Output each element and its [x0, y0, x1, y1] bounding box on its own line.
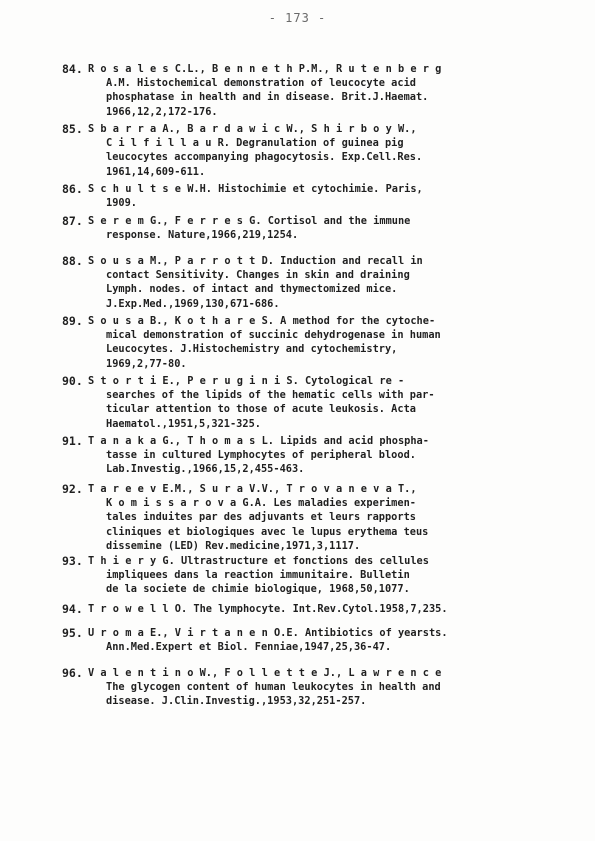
- reference-number: 93.: [62, 554, 83, 568]
- reference-number: 88.: [62, 254, 83, 268]
- reference-line: 1961,14,609-611.: [106, 165, 206, 178]
- reference-number: 92.: [62, 482, 83, 496]
- reference-number: 86.: [62, 182, 83, 196]
- reference-line: searches of the lipids of the hematic cells with par-: [106, 389, 435, 402]
- reference-line: A.M. Histochemical demonstration of leucocyte acid: [106, 77, 416, 90]
- reference-line: tasse in cultured Lymphocytes of peripheral blood.: [106, 449, 416, 462]
- reference-line: S e r e m G., F e r r e s G. Cortisol and the immune: [88, 215, 411, 227]
- reference-line: R o s a l e s C.L., B e n n e t h P.M., R u t e n b e r g: [88, 63, 442, 75]
- reference-number: 96.: [62, 666, 83, 680]
- reference-number: 91.: [62, 434, 83, 448]
- reference-line: Leucocytes. J.Histochemistry and cytochemistry,: [106, 343, 398, 356]
- reference-line: K o m i s s a r o v a G.A. Les maladies experimen-: [106, 497, 416, 510]
- reference-line: dissemine (LED) Rev.medicine,1971,3,1117.: [106, 539, 361, 552]
- page-number: - 173 -: [268, 11, 327, 25]
- reference-line: Lymph. nodes. of intact and thymectomized mice.: [106, 283, 398, 296]
- reference-number: 85.: [62, 122, 83, 136]
- reference-line: contact Sensitivity. Changes in skin and draining: [106, 269, 410, 282]
- reference-line: C i l f i l l a u R. Degranulation of guinea pig: [106, 137, 404, 150]
- reference-line: S c h u l t s e W.H. Histochimie et cytochimie. Paris,: [88, 183, 423, 195]
- reference-line: Ann.Med.Expert et Biol. Fenniae,1947,25,36-47.: [106, 641, 392, 654]
- reference-number: 87.: [62, 214, 83, 228]
- reference-line: Lab.Investig.,1966,15,2,455-463.: [106, 463, 305, 476]
- reference-line: 1966,12,2,172-176.: [106, 105, 218, 118]
- reference-line: disease. J.Clin.Investig.,1953,32,251-257.: [106, 695, 367, 708]
- reference-number: 94.: [62, 602, 83, 616]
- reference-line: 1909.: [106, 197, 137, 210]
- reference-line: S b a r r a A., B a r d a w i c W., S h i r b o y W.,: [88, 123, 417, 135]
- reference-line: T h i e r y G. Ultrastructure et fonctions des cellules: [88, 555, 429, 567]
- reference-line: ticular attention to those of acute leukosis. Acta: [106, 403, 416, 416]
- reference-line: de la societe de chimie biologique, 1968,50,1077.: [106, 583, 410, 596]
- reference-line: The glycogen content of human leukocytes in health and: [106, 681, 441, 694]
- reference-line: S o u s a B., K o t h a r e S. A method for the cytoche-: [88, 315, 436, 327]
- reference-line: S o u s a M., P a r r o t t D. Induction and recall in: [88, 255, 423, 267]
- reference-line: phosphatase in health and in disease. Brit.J.Haemat.: [106, 91, 429, 104]
- reference-number: 95.: [62, 626, 83, 640]
- reference-line: impliquees dans la reaction immunitaire. Bulletin: [106, 569, 410, 582]
- reference-line: mical demonstration of succinic dehydrogenase in human: [106, 329, 441, 342]
- reference-line: leucocytes accompanying phagocytosis. Exp.Cell.Res.: [106, 151, 423, 164]
- reference-line: Haematol.,1951,5,321-325.: [106, 417, 261, 430]
- reference-line: V a l e n t i n o W., F o l l e t t e J., L a w r e n c e: [88, 667, 442, 679]
- reference-line: T r o w e l l O. The lymphocyte. Int.Rev.Cytol.1958,7,235.: [88, 603, 448, 615]
- reference-line: T a r e e v E.M., S u r a V.V., T r o v a n e v a T.,: [88, 483, 417, 495]
- reference-line: 1969,2,77-80.: [106, 357, 187, 370]
- reference-line: cliniques et biologiques avec le lupus erythema teus: [106, 525, 429, 538]
- reference-number: 89.: [62, 314, 83, 328]
- reference-line: tales induites par des adjuvants et leurs rapports: [106, 511, 416, 524]
- reference-number: 84.: [62, 62, 83, 76]
- reference-line: T a n a k a G., T h o m a s L. Lipids and acid phospha-: [88, 435, 429, 447]
- reference-line: response. Nature,1966,219,1254.: [106, 229, 299, 242]
- reference-number: 90.: [62, 374, 83, 388]
- reference-line: S t o r t i E., P e r u g i n i S. Cytological re -: [88, 375, 405, 387]
- reference-line: J.Exp.Med.,1969,130,671-686.: [106, 297, 280, 310]
- reference-line: U r o m a E., V i r t a n e n O.E. Antibiotics of yearsts.: [88, 627, 448, 639]
